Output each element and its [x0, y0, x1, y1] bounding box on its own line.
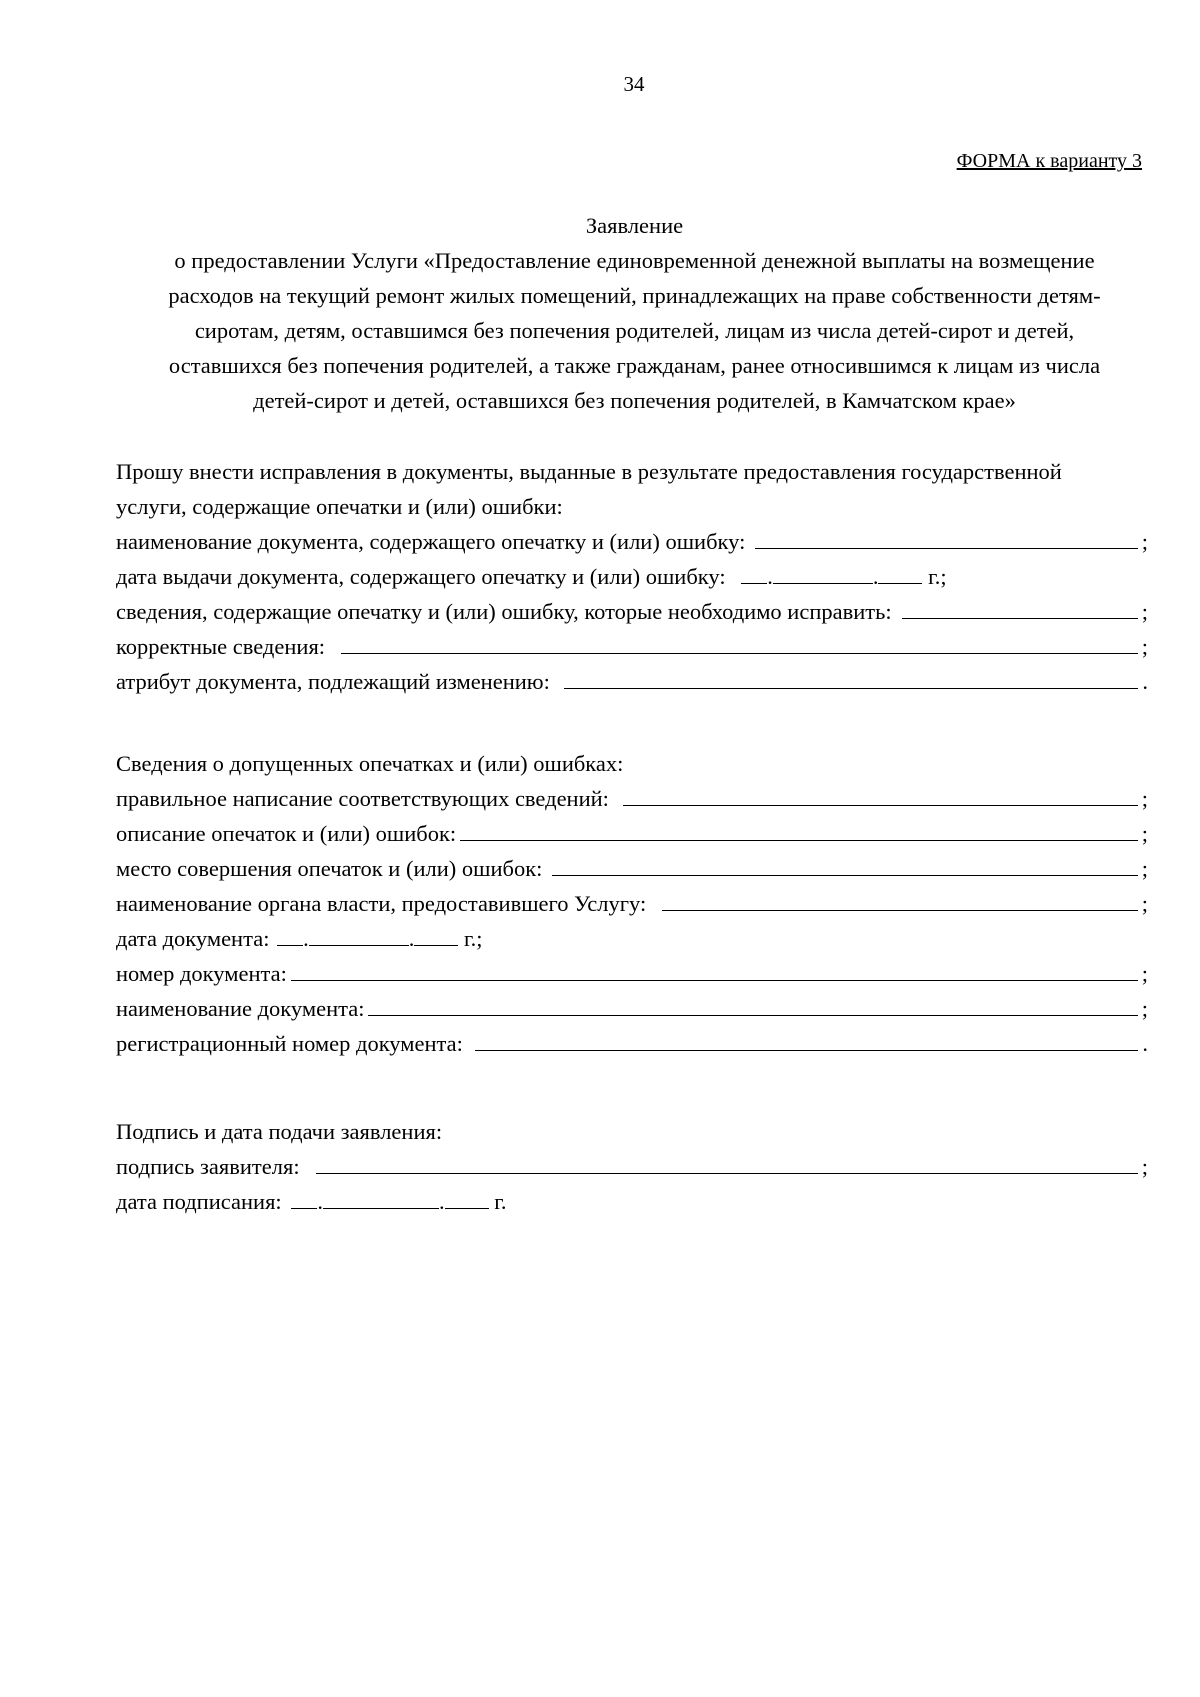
- doc-date-label: дата документа:: [116, 926, 270, 951]
- request-intro-line: услуги, содержащие опечатки и (или) ошибки:: [116, 494, 563, 519]
- doc-date-suffix: г.;: [463, 926, 483, 951]
- date-separator: .: [408, 926, 415, 951]
- row-end-mark: ;: [1141, 1154, 1148, 1179]
- error-details-section: [116, 746, 1148, 1061]
- row-end-mark: .: [1142, 669, 1148, 694]
- title-line: сиротам, детям, оставшимся без попечения родителей, лицам из числа детей-сирот и детей,: [194, 318, 1075, 343]
- issue-date-month-field[interactable]: [773, 559, 873, 584]
- doc-date-month-field[interactable]: [309, 921, 409, 946]
- row-end-mark: ;: [1141, 856, 1148, 881]
- sign-date-row: [116, 1184, 1148, 1219]
- issue-date-label: дата выдачи документа, содержащего опечатку и (или) ошибку:: [116, 564, 726, 589]
- doc-number-row: [116, 956, 1148, 991]
- issue-date-suffix: г.;: [928, 564, 947, 589]
- signature-label: подпись заявителя:: [116, 1154, 300, 1179]
- description-field[interactable]: [460, 816, 1138, 841]
- sign-date-suffix: г.: [494, 1189, 507, 1214]
- row-end-mark: ;: [1141, 529, 1148, 554]
- title-line: о предоставлении Услуги «Предоставление единовременной денежной выплаты на возмещение: [174, 248, 1095, 273]
- request-intro-line: Прошу внести исправления в документы, выданные в результате предоставления государственной: [116, 459, 1062, 484]
- correct-info-row: [116, 629, 1148, 664]
- date-separator: .: [303, 926, 309, 951]
- doc-title-field[interactable]: [368, 991, 1138, 1016]
- doc-name-label: наименование документа, содержащего опечатку и (или) ошибку:: [116, 529, 746, 554]
- place-field[interactable]: [552, 851, 1138, 876]
- date-separator: .: [317, 1189, 323, 1214]
- row-end-mark: ;: [1141, 599, 1148, 624]
- sign-date-month-field[interactable]: [323, 1184, 439, 1209]
- authority-row: [116, 886, 1148, 921]
- title-line: детей-сирот и детей, оставшихся без попечения родителей, в Камчатском крае»: [253, 388, 1016, 413]
- correct-spelling-field[interactable]: [623, 781, 1138, 806]
- reg-number-field[interactable]: [475, 1026, 1138, 1051]
- reg-number-row: [116, 1026, 1148, 1061]
- row-end-mark: ;: [1141, 786, 1148, 811]
- issue-date-year-field[interactable]: [878, 559, 922, 584]
- doc-title-row: [116, 991, 1148, 1026]
- signature-field[interactable]: [316, 1149, 1138, 1174]
- info-to-fix-label: сведения, содержащие опечатку и (или) ошибку, которые необходимо исправить:: [116, 599, 892, 624]
- sign-date-year-field[interactable]: [445, 1184, 489, 1209]
- row-end-mark: ;: [1141, 891, 1148, 916]
- title-line: оставшихся без попечения родителей, а также гражданам, ранее относившимся к лицам из числа: [168, 353, 1101, 378]
- reg-number-label: регистрационный номер документа:: [116, 1031, 463, 1056]
- issue-date-row: [116, 559, 1148, 594]
- attribute-field[interactable]: [564, 664, 1138, 689]
- row-end-mark: ;: [1141, 996, 1148, 1021]
- doc-number-label: номер документа:: [116, 961, 287, 986]
- sign-date-label: дата подписания:: [116, 1189, 282, 1214]
- row-end-mark: ;: [1141, 961, 1148, 986]
- place-row: [116, 851, 1148, 886]
- correct-spelling-row: [116, 781, 1148, 816]
- signature-heading: Подпись и дата подачи заявления:: [116, 1119, 443, 1144]
- info-to-fix-row: [116, 594, 1148, 629]
- doc-date-year-field[interactable]: [414, 921, 458, 946]
- sign-date-day-field[interactable]: [291, 1184, 317, 1209]
- attribute-row: [116, 664, 1148, 699]
- title-line: расходов на текущий ремонт жилых помещений, принадлежащих на праве собственности детям-: [168, 283, 1101, 308]
- page-number: 34: [623, 72, 645, 96]
- date-separator: .: [438, 1189, 445, 1214]
- date-separator: .: [872, 564, 879, 589]
- description-row: [116, 816, 1148, 851]
- correct-info-label: корректные сведения:: [116, 634, 326, 659]
- issue-date-day-field[interactable]: [741, 559, 767, 584]
- doc-name-field[interactable]: [755, 524, 1138, 549]
- error-details-heading: Сведения о допущенных опечатках и (или) ошибках:: [116, 751, 624, 776]
- date-separator: .: [767, 564, 773, 589]
- correct-spelling-label: правильное написание соответствующих сведений:: [116, 786, 609, 811]
- title-heading: Заявление: [585, 213, 684, 238]
- info-to-fix-field[interactable]: [902, 594, 1138, 619]
- doc-number-field[interactable]: [291, 956, 1138, 981]
- doc-date-row: [116, 921, 1148, 956]
- doc-name-row: [116, 524, 1148, 559]
- authority-field[interactable]: [662, 886, 1138, 911]
- row-end-mark: ;: [1141, 634, 1148, 659]
- form-variant-label: ФОРМА к варианту 3: [956, 150, 1142, 172]
- row-end-mark: .: [1142, 1031, 1148, 1056]
- correct-info-field[interactable]: [341, 629, 1138, 654]
- attribute-label: атрибут документа, подлежащий изменению:: [116, 669, 550, 694]
- signature-section: [116, 1114, 1148, 1219]
- correction-request-section: [116, 454, 1148, 699]
- doc-title-label: наименование документа:: [116, 996, 365, 1021]
- authority-label: наименование органа власти, предоставившего Услугу:: [116, 891, 647, 916]
- signature-row: [116, 1149, 1148, 1184]
- row-end-mark: ;: [1141, 821, 1148, 846]
- place-label: место совершения опечаток и (или) ошибок:: [116, 856, 543, 881]
- description-label: описание опечаток и (или) ошибок:: [116, 821, 457, 846]
- document-title: [114, 208, 1155, 418]
- doc-date-day-field[interactable]: [277, 921, 303, 946]
